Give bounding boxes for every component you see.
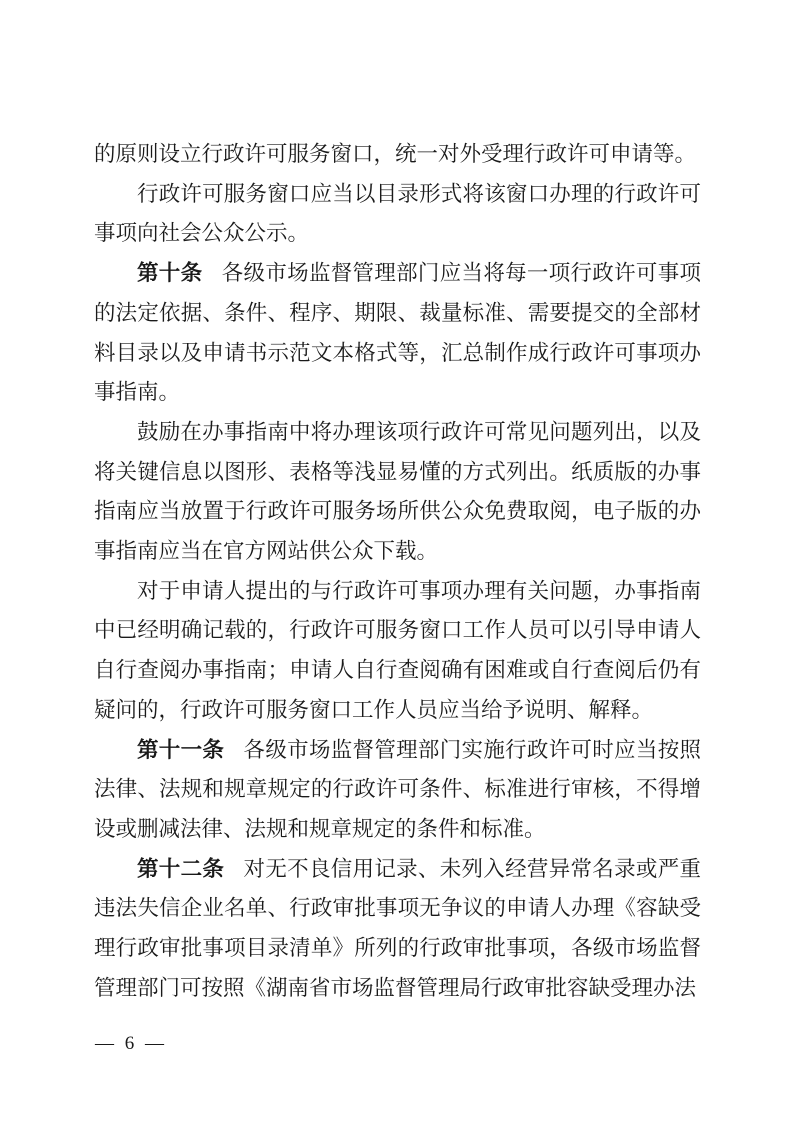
paragraph-text: 的原则设立行政许可服务窗口，统一对外受理行政许可申请等。	[94, 142, 697, 166]
paragraph-text: 行政许可服务窗口应当以目录形式将该窗口办理的行政许可事项向社会公众公示。	[94, 181, 701, 246]
paragraph-text: 对无不良信用记录、未列入经营异常名录或严重违法失信企业名单、行政审批事项无争议的申请人办理《容缺受理行政审批事项目录清单》所列的行政审批事项，各级市场监督管理部门可按照《湖南省市场监督管理局行政审批容缺受理办法	[94, 856, 701, 1000]
paragraph	[94, 413, 701, 572]
paragraph	[94, 135, 701, 175]
paragraph	[94, 175, 701, 254]
paragraph-text: 各级市场监督管理部门应当将每一项行政许可事项的法定依据、条件、程序、期限、裁量标准、需要提交的全部材料目录以及申请书示范文本格式等，汇总制作成行政许可事项办事指南。	[94, 261, 701, 405]
paragraph-article-10	[94, 254, 701, 413]
article-number: 第十二条	[137, 856, 225, 881]
paragraph-article-11	[94, 731, 701, 850]
article-number: 第十条	[137, 261, 203, 286]
document-body	[94, 135, 701, 1008]
page-number: — 6 —	[95, 1033, 167, 1054]
paragraph	[94, 572, 701, 731]
paragraph-text: 各级市场监督管理部门实施行政许可时应当按照法律、法规和规章规定的行政许可条件、标准进行审核，不得增设或删减法律、法规和规章规定的条件和标准。	[94, 737, 701, 841]
paragraph-text: 对于申请人提出的与行政许可事项办理有关问题，办事指南中已经明确记载的，行政许可服务窗口工作人员可以引导申请人自行查阅办事指南；申请人自行查阅确有困难或自行查阅后仍有疑问的，行政许可服务窗口工作人员应当给予说明、解释。	[94, 578, 701, 722]
paragraph-text: 鼓励在办事指南中将办理该项行政许可常见问题列出，以及将关键信息以图形、表格等浅显易懂的方式列出。纸质版的办事指南应当放置于行政许可服务场所供公众免费取阅，电子版的办事指南应当在官方网站供公众下载。	[94, 419, 701, 564]
article-number: 第十一条	[137, 737, 225, 762]
paragraph-article-12	[94, 850, 701, 1009]
